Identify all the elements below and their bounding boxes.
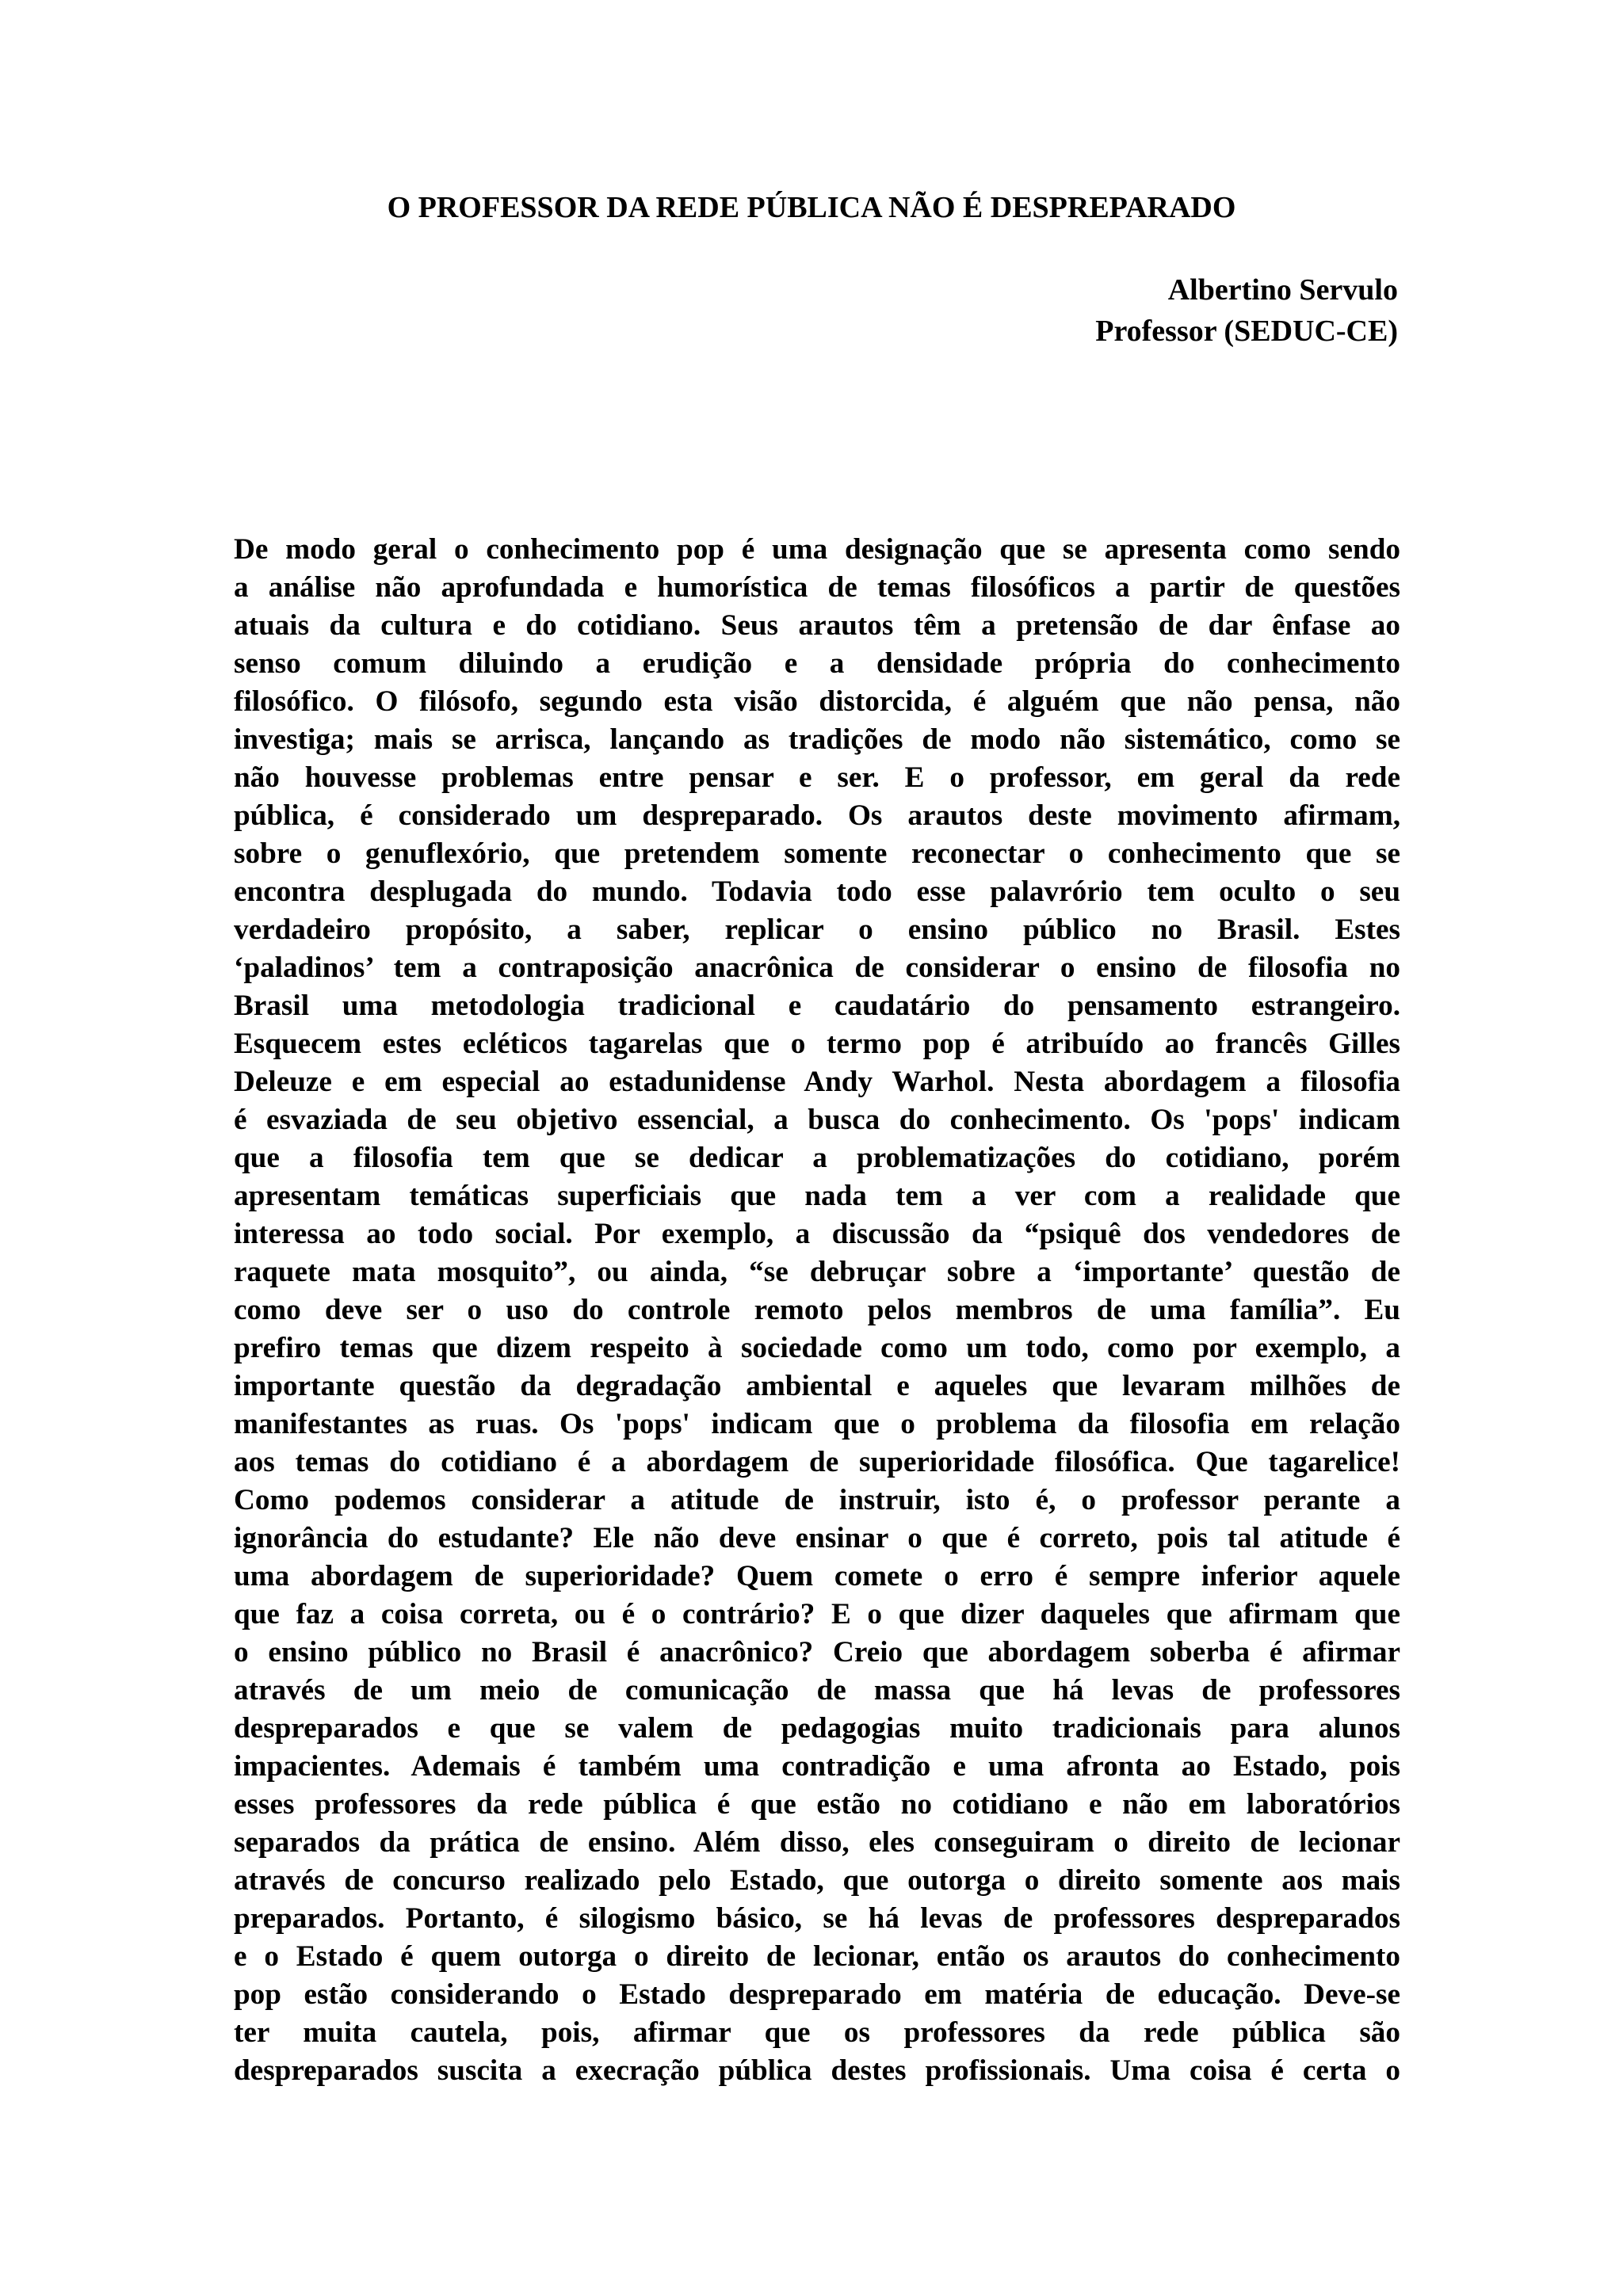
body-line: Deleuze e em especial ao estadunidense Andy Warhol. Nesta abordagem a filosofia [234,1066,1400,1098]
body-line: importante questão da degradação ambiental e aqueles que levaram milhões de [234,1370,1400,1402]
author-role: Professor (SEDUC-CE) [1095,315,1398,348]
body-line: Brasil uma metodologia tradicional e caudatário do pensamento estrangeiro. [234,990,1400,1022]
body-line: pop estão considerando o Estado despreparado em matéria de educação. Deve-se [234,1978,1400,2011]
body-line: raquete mata mosquito”, ou ainda, “se debruçar sobre a ‘importante’ questão de [234,1256,1400,1288]
body-line: preparados. Portanto, é silogismo básico, se há levas de professores despreparados [234,1902,1400,1935]
body-line: separados da prática de ensino. Além disso, eles conseguiram o direito de lecionar [234,1826,1400,1859]
body-line: filosófico. O filósofo, segundo esta visão distorcida, é alguém que não pensa, não [234,685,1400,718]
body-line: que a filosofia tem que se dedicar a problematizações do cotidiano, porém [234,1142,1400,1174]
body-line: Como podemos considerar a atitude de instruir, isto é, o professor perante a [234,1484,1400,1516]
body-line: encontra desplugada do mundo. Todavia todo esse palavrório tem oculto o seu [234,875,1400,908]
body-paragraph [234,531,1400,2090]
body-line: através de concurso realizado pelo Estado, que outorga o direito somente aos mais [234,1864,1400,1897]
body-line: manifestantes as ruas. Os 'pops' indicam que o problema da filosofia em relação [234,1408,1400,1440]
author-name: Albertino Servulo [1167,273,1398,307]
body-line: é esvaziada de seu objetivo essencial, a busca do conhecimento. Os 'pops' indicam [234,1104,1400,1136]
body-line: ignorância do estudante? Ele não deve ensinar o que é correto, pois tal atitude é [234,1522,1400,1554]
author-block [1095,269,1398,352]
body-line: a análise não aprofundada e humorística de temas filosóficos a partir de questões [234,571,1400,604]
body-line: despreparados e que se valem de pedagogias muito tradicionais para alunos [234,1712,1400,1745]
body-line: De modo geral o conhecimento pop é uma designação que se apresenta como sendo [234,533,1400,566]
body-line: e o Estado é quem outorga o direito de lecionar, então os arautos do conhecimento [234,1940,1400,1973]
body-line: como deve ser o uso do controle remoto pelos membros de uma família”. Eu [234,1294,1400,1326]
body-line: apresentam temáticas superficiais que nada tem a ver com a realidade que [234,1180,1400,1212]
body-line: que faz a coisa correta, ou é o contrário? E o que dizer daqueles que afirmam que [234,1598,1400,1630]
body-line: investiga; mais se arrisca, lançando as tradições de modo não sistemático, como se [234,723,1400,756]
body-line: o ensino público no Brasil é anacrônico? Creio que abordagem soberba é afirmar [234,1636,1400,1669]
body-line: não houvesse problemas entre pensar e ser. E o professor, em geral da rede [234,761,1400,794]
body-line: verdadeiro propósito, a saber, replicar o ensino público no Brasil. Estes [234,913,1400,946]
body-line: ter muita cautela, pois, afirmar que os professores da rede pública são [234,2016,1400,2049]
body-line: senso comum diluindo a erudição e a densidade própria do conhecimento [234,647,1400,680]
body-line: uma abordagem de superioridade? Quem comete o erro é sempre inferior aquele [234,1560,1400,1592]
body-line: através de um meio de comunicação de massa que há levas de professores [234,1674,1400,1707]
body-line: interessa ao todo social. Por exemplo, a discussão da “psiquê dos vendedores de [234,1218,1400,1250]
body-line: despreparados suscita a execração pública destes profissionais. Uma coisa é certa o [234,2054,1400,2087]
body-line: atuais da cultura e do cotidiano. Seus arautos têm a pretensão de dar ênfase ao [234,609,1400,642]
body-line: esses professores da rede pública é que estão no cotidiano e não em laboratórios [234,1788,1400,1821]
body-line: Esquecem estes ecléticos tagarelas que o termo pop é atribuído ao francês Gilles [234,1028,1400,1060]
body-line: sobre o genuflexório, que pretendem somente reconectar o conhecimento que se [234,837,1400,870]
document-title: O PROFESSOR DA REDE PÚBLICA NÃO É DESPREPARADO [387,191,1236,224]
body-line: impacientes. Ademais é também uma contradição e uma afronta ao Estado, pois [234,1750,1400,1783]
body-line: prefiro temas que dizem respeito à sociedade como um todo, como por exemplo, a [234,1332,1400,1364]
body-line: pública, é considerado um despreparado. Os arautos deste movimento afirmam, [234,799,1400,832]
body-line: aos temas do cotidiano é a abordagem de superioridade filosófica. Que tagarelice! [234,1446,1400,1478]
body-line: ‘paladinos’ tem a contraposição anacrônica de considerar o ensino de filosofia no [234,952,1400,984]
